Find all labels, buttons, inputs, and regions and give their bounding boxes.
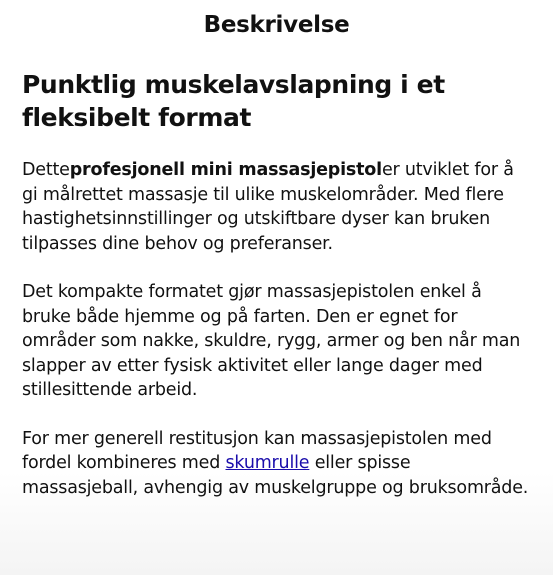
description-paragraph-2: Det kompakte formatet gjør massasjepistolen enkel å bruke både hjemme og på farten. Den er egnet for områder som nakke, skuldre, rygg, armer og ben når man slapper av etter fysisk aktivitet eller lange dager med stillesittende arbeid. (22, 282, 521, 400)
foam-roller-link[interactable]: skumrulle (225, 453, 310, 473)
description-paragraph-3 (22, 427, 531, 501)
paragraph-3-after: eller spisse massasjeball, avhengig av muskelgruppe og bruksområde. (22, 453, 529, 498)
description-heading: Punktlig muskelavslapning i et fleksibelt format (22, 70, 445, 132)
paragraph-1-suffix: er utviklet for å gi målrettet massasje til ulike muskelområder. Med flere hastighetsinnstillinger og utskiftbare dyser kan bruken tilpasses dine behov og preferanser. (22, 160, 514, 254)
paragraph-3-before: For mer generell restitusjon kan massasjepistolen med fordel kombineres med (22, 428, 492, 473)
paragraph-1-prefix: Dette (22, 160, 70, 180)
description-paragraph-1 (22, 158, 531, 256)
section-header (0, 0, 553, 46)
section-title: Beskrivelse (203, 12, 350, 38)
description-content (0, 68, 553, 500)
product-name-bold: profesjonell mini massasjepistol (69, 160, 382, 180)
